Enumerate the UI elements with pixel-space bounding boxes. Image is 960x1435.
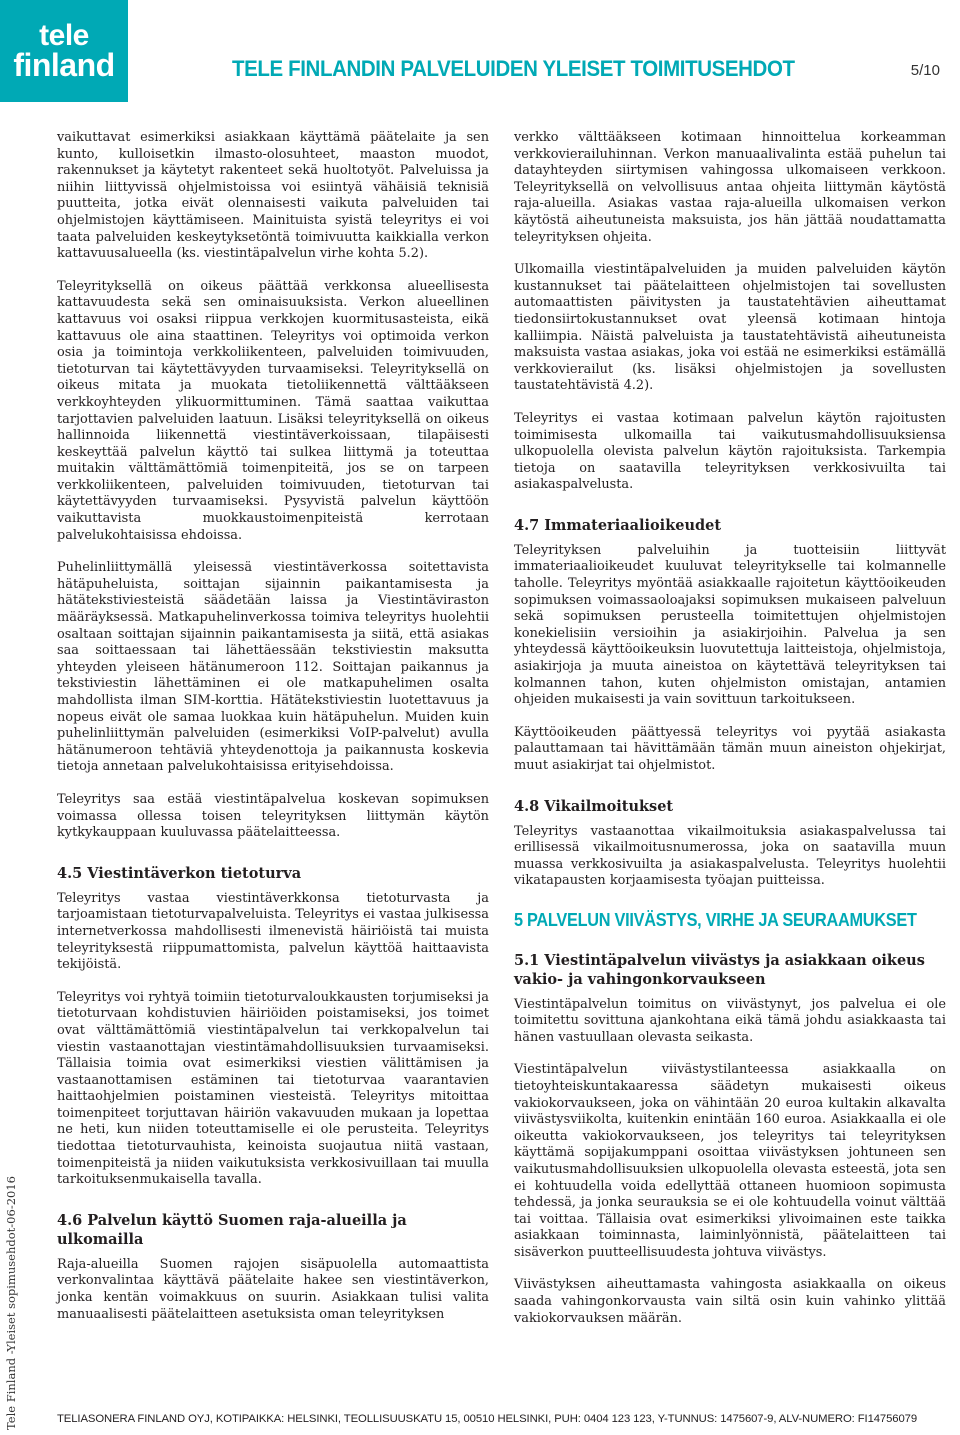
section-heading-4-8: 4.8 Vikailmoitukset	[514, 797, 674, 815]
paragraph: Teleyritys vastaanottaa vikailmoituksia asiakaspalvelussa tai erillisessä vikailmoitusnumerossa, joka on saatavilla muun muassa verkkosivuilta ja asiakaspalvelusta. Teleyritys huolehtii vikatapausten korjaamisesta työajan puitteissa.	[514, 823, 946, 889]
paragraph: Teleyritys saa estää viestintäpalvelua koskevan sopimuksen voimassa ollessa toisen teleyrityksen liittymän käytön kytkykauppaan kuuluvassa päätelaitteessa.	[57, 791, 489, 841]
section-heading-5-1: 5.1 Viestintäpalvelun viivästys ja asiakkaan oikeus vakio- ja vahingonkorvaukseen	[514, 951, 925, 988]
company-footer: TELIASONERA FINLAND OYJ, KOTIPAIKKA: HELSINKI, TEOLLISUUSKATU 15, 00510 HELSINKI, PUH: 0404 123 123, Y-TUNNUS: 1475607-9, ALV-NUMERO: FI14756079	[57, 1413, 918, 1425]
paragraph: Puhelinliittymällä yleisessä viestintäverkossa soitettavista hätäpuheluista, soittajan sijainnin paikantamisesta ja hätätekstiviesteistä säädetään laissa ja Viestintäviraston määräyksessä. Matkapuhelinverkossa toimiva teleyritys huolehtii osaltaan soittajan sijainnin paikantamisesta ja siitä, että asiakas saa soittaessaan tai lähettäessään tekstiviestin maksutta yhteyden yleiseen hätänumeroon 112. Soittajan paikannus ja tekstiviestin lähettäminen ei ole matkapuhelimen osalta mahdollista ilman SIM-korttia. Hätätekstiviestin luotettavuus ja nopeus eivät ole samaa luokkaa kuin hätäpuhelun. Muiden kuin puhelinliittymän palveluiden (esimerkiksi VoIP-palvelut) avulla hätänumeroon tehtäviä yhteydenottoja ja paikannusta koskevia tietoja annetaan palvelukohtaisissa erityisehdoissa.	[57, 560, 489, 775]
paragraph: Viestintäpalvelun viivästystilanteessa asiakkaalla on tietoyhteiskuntakaaressa säädetyn mukaisesti oikeus vakiokorvaukseen, joka on vähintään 20 euroa kultakin alkavalta viivästysviikolta, kuitenkin enintään 160 euroa. Asiakkaalla ei ole oikeutta vakiokorvaukseen, jos teleyritys tai teleyrityksen käyttämä sopijakumppani osoittaa viivästyksen johtuneen sen vaikutusmahdollisuuksien ulkopuolella olevasta esteestä, jota sen ei kohtuudella voida edellyttää ottaneen huomioon sopimusta tehdessä, ja jonka seurauksia se ei ole kohtuudella voinut välttää tai voittaa. Tällaisia ovat esimerkiksi ylivoimainen este taikka asiakkaan toiminnasta, laiminlyönnistä, päätelaitteen tai sisäverkon puutteellisuudesta johtuva viivästys.	[514, 1062, 946, 1260]
paragraph: Teleyritys ei vastaa kotimaan palvelun käytön rajoitusten toimimisesta ulkomailla tai vaikutusmahdollisuuksiensa ulkopuolella olevista palvelun käytön rajoituksista. Tarkempia tietoja on saatavilla teleyrityksen verkkosivuilta tai asiakaspalvelusta.	[514, 410, 946, 493]
section-heading-4-5: 4.5 Viestintäverkon tietoturva	[57, 864, 302, 882]
page-number: 5/10	[910, 62, 940, 79]
document-title: TELE FINLANDIN PALVELUIDEN YLEISET TOIMITUSEHDOT	[232, 56, 795, 81]
paragraph: Teleyritys voi ryhtyä toimiin tietoturvaloukkausten torjumiseksi ja tietoturvaan kohdistuvien häiriöiden poistamiseksi, jos toimet ovat välttämättömiä viestintäpalvelun tai verkkopalvelun tai viestin vastaanottajan viestintämahdollisuuksien turvaamiseksi. Tällaisia toimia ovat esimerkiksi viestien välittämisen ja vastaanottamisen estäminen tai tietoturvaa vaarantavien haittaohjelmien poistaminen viesteistä. Teleyritys mitoittaa toimenpiteet torjuttavan häiriön vakavuuden mukaan ja lopettaa ne heti, kun niiden toteuttamiselle ei ole perusteita. Teleyritys tiedottaa tietoturvauhista, keinoista suojautua niitä vastaan, toimenpiteistä ja niiden vaikutuksista verkkosivuillaan tai muulla tarkoituksenmukaisella tavalla.	[57, 989, 489, 1188]
side-note: Tele Finland -Yleiset sopimusehdot-06-2016	[4, 1176, 18, 1430]
paragraph: Ulkomailla viestintäpalveluiden ja muiden palveluiden käytön kustannukset tai päätelaitteen ohjelmistojen tai sovellusten automaattisten päivitysten ja taustatehtävien aiheuttamat tiedonsiirtokustannukset ovat yleensä kotimaan hintoja kalliimpia. Näistä palveluista ja taustatehtävistä aiheutuneista maksuista vastaa asiakas, joka voi estää ne esimerkiksi estämällä verkkovierailut (ks. lisäksi ohjelmistojen ja sovellusten taustatehtävistä 4.2).	[514, 262, 946, 394]
paragraph: Teleyritys vastaa viestintäverkkonsa tietoturvasta ja tarjoamistaan tietoturvapalveluista. Teleyritys ei vastaa julkisessa internetverkossa mahdollisesti ilmenevistä häiriöistä tai muista teleyrityksestä riippumattomista, palvelun käyttöä haittaavista tekijöistä.	[57, 890, 489, 973]
logo-text-finland: finland	[13, 47, 115, 83]
paragraph: Käyttöoikeuden päättyessä teleyritys voi pyytää asiakasta palauttamaan tai hävittämään tämän muun aineiston ohjekirjat, muut asiakirjat tai ohjelmistot.	[514, 724, 946, 773]
right-column	[514, 130, 946, 1343]
paragraph: Teleyrityksellä on oikeus päättää verkkonsa alueellisesta kattavuudesta sekä sen ominaisuuksista. Verkon alueellinen kattavuus voi osaksi riippua verkkojen kuormitusasteista, eikä kattavuus ole aina staattinen. Teleyritys voi optimoida verkon osia ja toimintoja verkkoliikenteen, palveluiden toimivuuden, tietoturvan tai käytettävyyden turvaamiseksi. Teleyrityksellä on oikeus mitata ja muokata tietoliikennettä välttääkseen verkkoyhteyden ylikuormittuminen. Tämä saattaa vaikuttaa tarjottavien palveluiden laatuun. Lisäksi teleyrityksellä on oikeus hallinnoida liikennettä viestintäverkoissaan, tilapäisesti keskeyttää palvelun käyttö tai sulkea liittymä ja toteuttaa muitakin välttämättömiä toimenpiteitä, jos se on tarpeen verkkoliikenteen, palveluiden toimivuuden, tietoturvan tai käytettävyyden turvaamiseksi. Pysyvistä palvelun käyttöön vaikuttavista muokkaustoimenpiteistä kerrotaan palvelukohtaisissa ehdoissa.	[57, 278, 489, 543]
paragraph: Raja-alueilla Suomen rajojen sisäpuolella automaattista verkonvalintaa käyttävä päätelaite hakee sen viestintäverkon, jonka kentän voimakkuus on suurin. Asiakkaan tulisi valita manuaalisesti päätelaitteen asetuksista oman teleyrityksen	[57, 1256, 489, 1322]
paragraph: verkko välttääkseen kotimaan hinnoittelua korkeamman verkkovierailuhinnan. Verkon manuaalivalinta estää puhelun tai datayhteyden siirtymisen vahingossa ulkomaiseen verkkoon. Teleyrityksellä on velvollisuus antaa ohjeita liittymän käytöstä raja-alueilla. Asiakas vastaa raja-alueilla ulkomaisen verkon käytöstä aiheutuneista maksuista, jos hän jättää noudattamatta teleyrityksen ohjeita.	[514, 130, 946, 245]
paragraph: Viestintäpalvelun toimitus on viivästynyt, jos palvelua ei ole toimitettu sovittuna ajankohtana eikä tämä johdu asiakkaasta tai hänen vastuullaan olevasta seikasta.	[514, 996, 946, 1045]
chapter-heading-5: 5 PALVELUN VIIVÄSTYS, VIRHE JA SEURAAMUKSET	[514, 908, 917, 930]
tele-finland-logo	[0, 0, 128, 102]
left-column	[57, 130, 489, 1339]
paragraph: vaikuttavat esimerkiksi asiakkaan käyttämä päätelaite ja sen kunto, kulloisetkin ilmasto-olosuhteet, maaston muodot, rakennukset ja käytetyt rakenteet sekä huoltotyöt. Palveluissa ja niihin liittyvissä ohjelmistoissa voi esiintyä vähäisiä teknisiä puutteita, jotka eivät olennaisesti vaikuta palveluiden tai ohjelmistojen käyttämiseen. Mainituista syistä teleyritys ei voi taata palveluiden keskeytyksetöntä toimivuutta kaikkialla verkon kattavuusalueella (ks. viestintäpalvelun virhe kohta 5.2).	[57, 130, 489, 262]
paragraph: Viivästyksen aiheuttamasta vahingosta asiakkaalla on oikeus saada vahingonkorvausta vain siltä osin kuin vahinko ylittää vakiokorvauksen määrän.	[514, 1277, 946, 1326]
section-heading-4-6: 4.6 Palvelun käyttö Suomen raja-alueilla ja ulkomailla	[57, 1211, 407, 1248]
section-heading-4-7: 4.7 Immateriaalioikeudet	[514, 516, 722, 534]
logo-text-tele: tele	[39, 19, 89, 52]
paragraph: Teleyrityksen palveluihin ja tuotteisiin liittyvät immateriaalioikeudet kuuluvat teleyritykselle tai kolmannelle taholle. Teleyritys myöntää asiakkaalle rajoitetun käyttöoikeuden sopimuksen voimassaoloajaksi sopimuksen mukaiseen palveluun sekä sopimuksen perusteella toimitettujen ohjelmistojen konekielisiin versioihin ja asiakirjoihin. Palvelua ja sen yhteydessä käyttöoikeuksin luovutettuja laitteistoja, ohjelmistoja, asiakirjoja ja muuta aineistoa on käytettävä teleyrityksen tai kolmannen tahon, kuten ohjelmiston omistajan, antamien ohjeiden mukaisesti ja vain sovittuun tarkoitukseen.	[514, 542, 946, 708]
